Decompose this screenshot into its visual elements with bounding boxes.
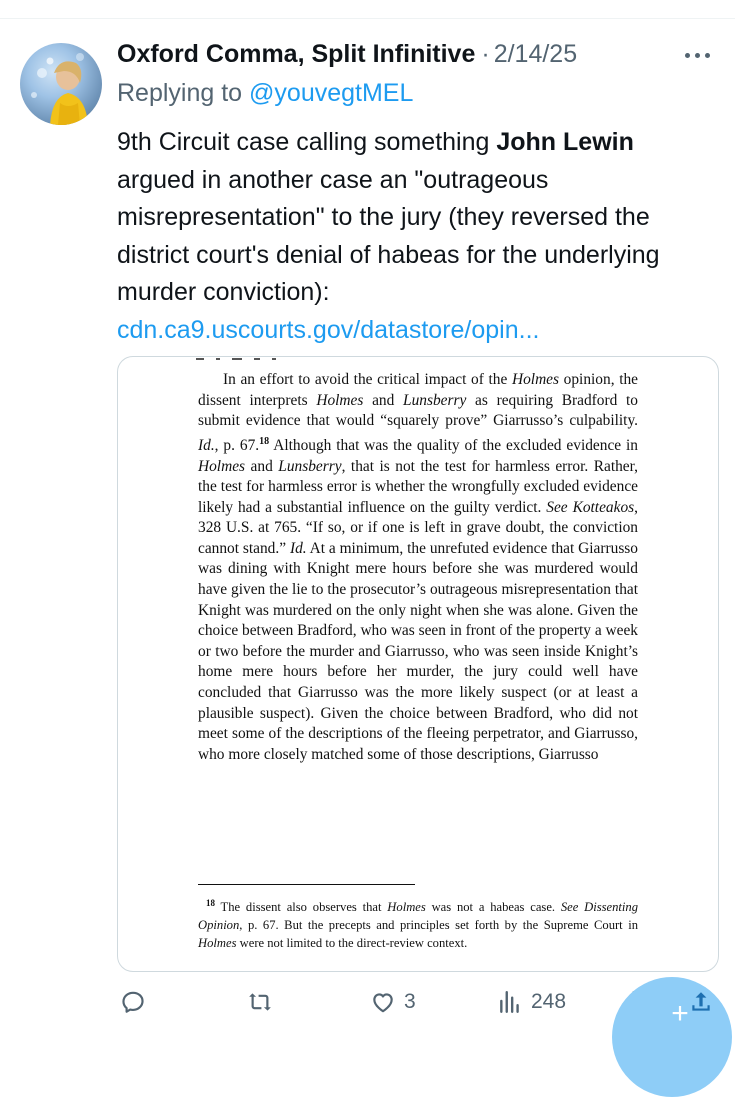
share-button[interactable] bbox=[688, 982, 714, 1022]
tweet-text-part: 9th Circuit case calling something bbox=[117, 128, 497, 156]
cropped-text-line bbox=[196, 357, 446, 363]
document-paragraph: In an effort to avoid the critical impact of the Holmes opinion, the dissent interprets Holmes and Lunsberry as requiring Bradford to submit evidence that would “squarely prove” Giarrusso’s culpability. Id., p. 67.18 Although that was the quality of the excluded evidence in Holmes and Lunsberry, that is not the test for harmless error. Rather, the test for harmless error is whether the wrongfully excluded evidence likely had a substantial influence on the guilty verdict. See Kotteakos, 328 U.S. at 765. “If so, or if one is left in grave doubt, the conviction cannot stand.” Id. At a minimum, the unrefuted evidence that Giarrusso was dining with Knight mere hours before she was murdered would have given the lie to the prosecutor’s outrageous misrepresentation that Knight was murdered on the only night when she was alone. Given the choice between Bradford, who was seen in front of the property a week or two before the murder and Giarrusso, who was seen inside Knight’s home mere hours before her murder, the jury could well have concluded that Giarrusso was the more likely suspect (or at least a plausible suspect). Given the choice between Bradford, who did not meet some of the descriptions of the fleeing perpetrator, and Giarrusso, who more closely matched some of those descriptions, Giarrusso bbox=[198, 371, 639, 763]
tweet-text bbox=[117, 124, 717, 349]
tweet-date[interactable]: 2/14/25 bbox=[493, 40, 578, 68]
tweet-text-part: argued in another case an "outrageous misrepresentation" to the jury (they reversed the district court's denial of habeas for the underlying murder conviction): bbox=[117, 165, 660, 306]
footnote-number: 18 bbox=[206, 898, 215, 908]
top-divider bbox=[0, 18, 735, 19]
footnote-ref: 18 bbox=[259, 435, 270, 447]
more-dot-icon bbox=[705, 53, 710, 58]
share-icon bbox=[688, 989, 714, 1015]
views-count: 248 bbox=[531, 990, 567, 1013]
reply-button[interactable] bbox=[120, 982, 146, 1022]
replying-prefix: Replying to bbox=[117, 79, 250, 107]
avatar[interactable] bbox=[20, 43, 102, 125]
reply-icon bbox=[120, 989, 146, 1015]
document-footnote: $^{18}$ The dissent also observes that Holmes was not a habeas case. See Dissenting Opinion, p. 67. But the precepts and principles set forth by the Supreme Court in Holmes were not limited to the direct-review context. bbox=[198, 898, 638, 950]
replying-handle[interactable]: @youvegtMEL bbox=[249, 79, 414, 107]
footnote-divider bbox=[198, 884, 415, 885]
more-dot-icon bbox=[695, 53, 700, 58]
author-name[interactable]: Oxford Comma, Split Infinitive bbox=[117, 40, 476, 68]
replying-to bbox=[117, 79, 413, 108]
views-icon bbox=[497, 989, 523, 1015]
retweet-icon bbox=[247, 989, 273, 1015]
heart-icon bbox=[370, 989, 396, 1015]
tweet-text-bold: John Lewin bbox=[496, 128, 634, 156]
header-separator: · bbox=[481, 40, 490, 68]
views-button[interactable] bbox=[497, 982, 566, 1022]
more-options-button[interactable] bbox=[677, 42, 717, 68]
like-count: 3 bbox=[404, 990, 416, 1013]
retweet-button[interactable] bbox=[247, 982, 273, 1022]
plus-icon: + bbox=[671, 997, 689, 1030]
like-button[interactable] bbox=[370, 982, 416, 1022]
tweet-header bbox=[117, 40, 717, 74]
tweet-link[interactable]: cdn.ca9.uscourts.gov/datastore/opin... bbox=[117, 315, 540, 344]
more-dot-icon bbox=[685, 53, 690, 58]
attached-image[interactable] bbox=[117, 356, 719, 972]
avatar-photo bbox=[20, 43, 102, 125]
compose-fab[interactable] bbox=[612, 977, 732, 1097]
